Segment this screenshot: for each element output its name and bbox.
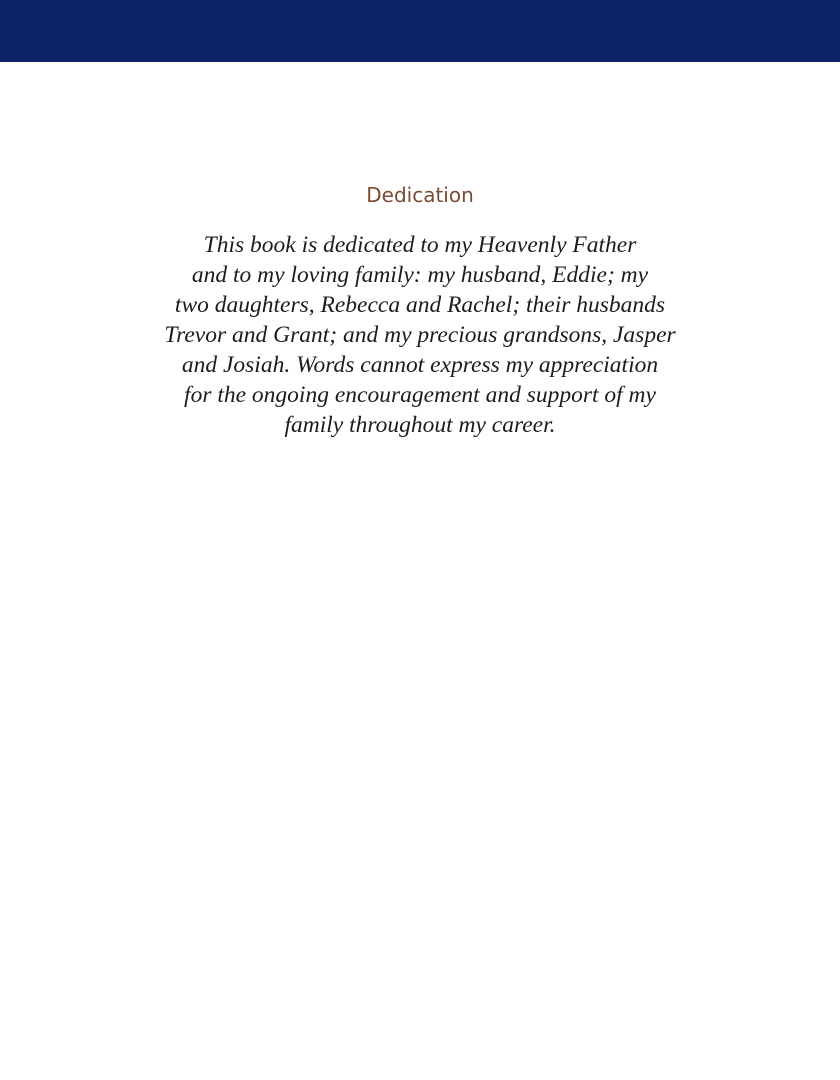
dedication-line: This book is dedicated to my Heavenly Father [203, 232, 637, 258]
dedication-line: and to my loving family: my husband, Eddie; my [191, 262, 649, 288]
dedication-title: Dedication [366, 183, 474, 207]
dedication-line: family throughout my career. [284, 412, 556, 438]
header-bar [0, 0, 840, 62]
dedication-line: and Josiah. Words cannot express my appreciation [181, 352, 659, 378]
dedication-line: for the ongoing encouragement and support of my [184, 382, 656, 408]
dedication-line: two daughters, Rebecca and Rachel; their husbands [174, 292, 666, 318]
dedication-text [140, 230, 700, 440]
dedication-line: Trevor and Grant; and my precious grandsons, Jasper [164, 322, 676, 348]
